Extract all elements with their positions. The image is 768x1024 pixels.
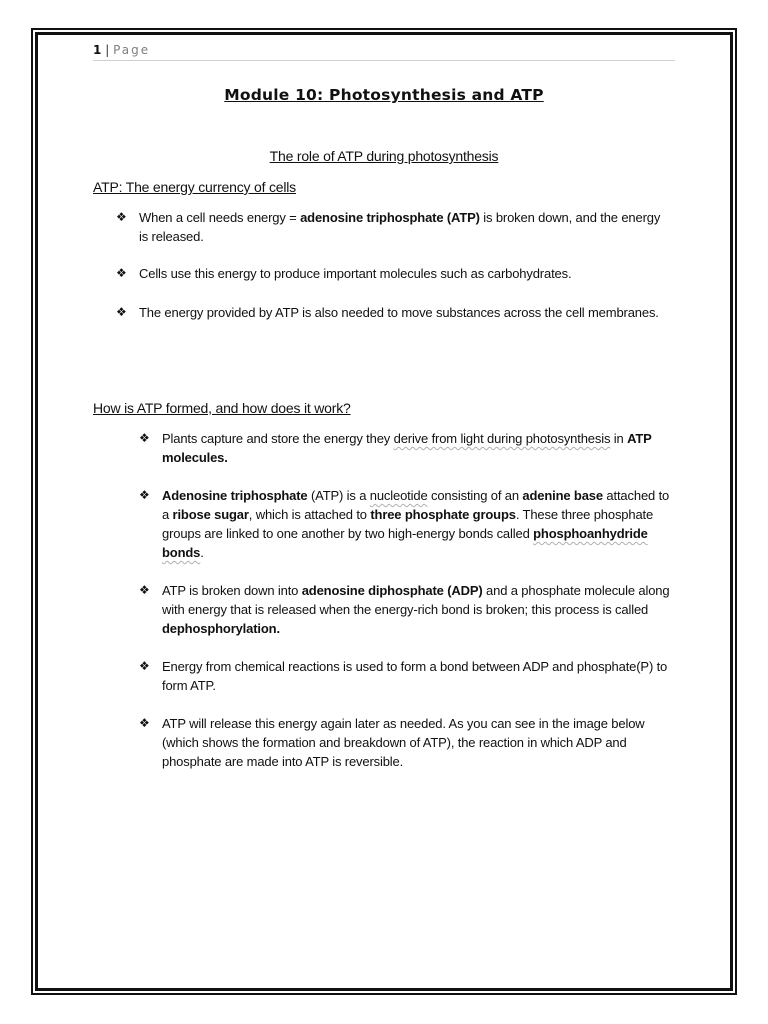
heading-atp-formation: How is ATP formed, and how does it work? — [93, 400, 351, 416]
list-item: ❖ Adenosine triphosphate (ATP) is a nucleotide consisting of an adenine base attached to a ribose sugar, which is attached to three phosphate groups. These three phosphate groups are linked to one another by two high-energy bonds called phosphoanhydride bonds. — [139, 488, 670, 560]
list-item: ❖ Energy from chemical reactions is used to form a bond between ADP and phosphate(P) to form ATP. — [139, 659, 668, 693]
diamond-bullet-icon: ❖ — [116, 266, 127, 280]
document-title: Module 10: Photosynthesis and ATP — [224, 86, 544, 104]
list-item: ❖ ATP is broken down into adenosine diphosphate (ADP) and a phosphate molecule along with energy that is released when the energy-rich bond is broken; this process is called dephosphorylation. — [139, 583, 670, 636]
diamond-bullet-icon: ❖ — [139, 583, 150, 597]
page-header — [93, 43, 675, 61]
diamond-bullet-icon: ❖ — [139, 431, 150, 445]
page-number: 1 — [93, 43, 102, 57]
list-item: ❖ When a cell needs energy = adenosine triphosphate (ATP) is broken down, and the energy is released. — [116, 210, 661, 244]
diamond-bullet-icon: ❖ — [139, 716, 150, 730]
diamond-bullet-icon: ❖ — [139, 488, 150, 502]
diamond-bullet-icon: ❖ — [139, 659, 150, 673]
header-separator: | — [105, 43, 110, 57]
page-label: Page — [113, 43, 151, 57]
list-item: ❖ ATP will release this energy again later as needed. As you can see in the image below (which shows the formation and breakdown of ATP), the reaction in which ADP and phosphate are made into ATP is reversible. — [139, 716, 645, 769]
list-item: ❖ Cells use this energy to produce important molecules such as carbohydrates. — [116, 266, 572, 281]
atp-formation-list — [139, 429, 674, 771]
energy-currency-list — [116, 208, 669, 322]
heading-energy-currency: ATP: The energy currency of cells — [93, 179, 296, 195]
diamond-bullet-icon: ❖ — [116, 305, 127, 319]
list-item: ❖ The energy provided by ATP is also needed to move substances across the cell membranes. — [116, 305, 659, 320]
section-title: The role of ATP during photosynthesis — [269, 148, 499, 164]
list-item: ❖ Plants capture and store the energy they derive from light during photosynthesis in ATP molecules. — [139, 431, 652, 465]
diamond-bullet-icon: ❖ — [116, 210, 127, 224]
